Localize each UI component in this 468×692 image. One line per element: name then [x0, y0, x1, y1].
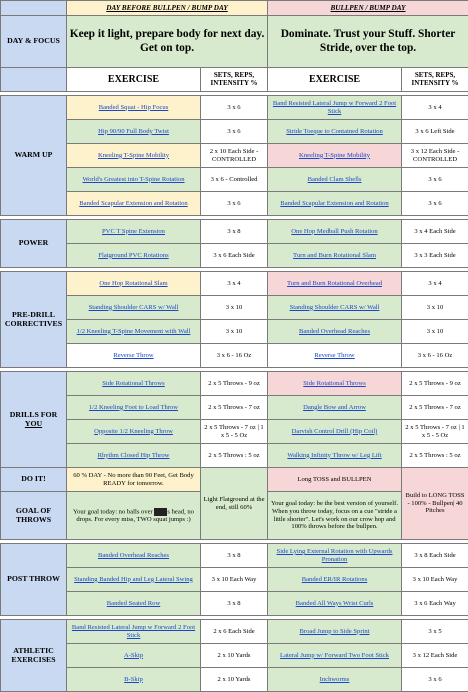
- right-sets-cell: 2 x 5 Throws : 5 oz: [402, 444, 468, 468]
- right-exercise-cell: [268, 372, 402, 396]
- do-it-right-text: Long TOSS and BULLPEN: [268, 468, 402, 492]
- exercise-link[interactable]: Banded Clam Shells: [308, 176, 362, 183]
- exercise-link[interactable]: Opposite 1/2 Kneeling Throw: [94, 428, 173, 435]
- exercise-link[interactable]: Broad Jump to Side Sprint: [300, 628, 370, 635]
- postthrow-row: [1, 544, 468, 568]
- left-focus-text: Keep it light, prepare body for next day. Get on top.: [67, 16, 268, 68]
- left-exercise-cell: [67, 620, 201, 644]
- exercise-link[interactable]: Side Rotational Throws: [303, 380, 366, 387]
- left-sets-cell: 3 x 8: [201, 544, 268, 568]
- right-sets-cell: 3 x 10: [402, 320, 468, 344]
- warmup-row: [1, 120, 468, 144]
- left-exercise-cell: [67, 320, 201, 344]
- right-sets-cell: 3 x 6 - 16 Oz: [402, 344, 468, 368]
- right-exercise-cell: [268, 444, 402, 468]
- exercise-link[interactable]: Banded Seated Row: [107, 600, 160, 607]
- right-exercise-cell: [268, 644, 402, 668]
- drills-row: [1, 420, 468, 444]
- exercise-link[interactable]: Darvish Control Drill (Hip Coil): [292, 428, 378, 435]
- left-exercise-cell: [67, 96, 201, 120]
- exercise-link[interactable]: Inchworms: [320, 676, 350, 683]
- right-sets-cell: 3 x 8 Each Side: [402, 544, 468, 568]
- left-sets-cell: 3 x 8: [201, 592, 268, 616]
- left-exercise-cell: [67, 244, 201, 268]
- athletic-row: [1, 644, 468, 668]
- left-sets-cell: 3 x 10: [201, 320, 268, 344]
- exercise-link[interactable]: Banded Overhead Reaches: [299, 328, 370, 335]
- exercise-link[interactable]: Side Lying External Rotation with Upwards Pronation: [277, 548, 393, 563]
- left-exercise-cell: [67, 296, 201, 320]
- warmup-row: [1, 168, 468, 192]
- goal-right-text: Your goal today: be the best version of yourself. When you throw today, focus on a cue "stride a little shorter". Let's work on our crow hop and 100% throws before the bullpen.: [268, 492, 402, 540]
- left-sets-cell: 2 x 5 Throws - 7 oz | 1 x 5 - 5 Oz: [201, 420, 268, 444]
- exercise-link[interactable]: Banded Squat - Hip Focus: [99, 104, 169, 111]
- exercise-link[interactable]: One Hop Rotational Slam: [99, 280, 167, 287]
- right-sets-cell: 2 x 5 Throws - 7 oz: [402, 396, 468, 420]
- right-sets-cell: 2 x 5 Throws - 9 oz: [402, 372, 468, 396]
- exercise-link[interactable]: Band Resisted Lateral Jump w Forward 2 Foot Stick: [72, 624, 195, 639]
- left-sets-cell: 2 x 5 Throws - 7 oz: [201, 396, 268, 420]
- left-exercise-cell: [67, 220, 201, 244]
- exercise-link[interactable]: Standing Shoulder CARS w/ Wall: [89, 304, 179, 311]
- exercise-link[interactable]: Banded ER/IR Rotations: [302, 576, 368, 583]
- drills-section-label: [1, 372, 67, 468]
- right-exercise-cell: [268, 620, 402, 644]
- drills-label-line: DRILLS FOR: [3, 411, 64, 420]
- athletic-section-label: ATHLETIC EXERCISES: [1, 620, 67, 692]
- power-section-label: POWER: [1, 220, 67, 268]
- drills-row: [1, 396, 468, 420]
- redaction-box: [154, 508, 167, 516]
- right-sets-cell: 2 x 5 Throws - 7 oz | 1 x 5 - 5 Oz: [402, 420, 468, 444]
- exercise-link[interactable]: Dangle Bow and Arrow: [303, 404, 366, 411]
- right-sets-cell: 3 x 10 Each Way: [402, 568, 468, 592]
- left-day-header: DAY BEFORE BULLPEN / BUMP DAY: [67, 1, 268, 16]
- right-sets-cell: 3 x 6 Left Side: [402, 120, 468, 144]
- left-exercise-cell: [67, 668, 201, 692]
- warmup-section-label: WARM UP: [1, 96, 67, 216]
- right-sets-cell: 3 x 6 Each Way: [402, 592, 468, 616]
- do-it-left-text: 60 % DAY - No more than 90 Feet, Get Body READY for tomorrow.: [67, 468, 201, 492]
- exercise-link[interactable]: Side Rotational Throws: [102, 380, 165, 387]
- left-sets-cell: 2 x 6 Each Side: [201, 620, 268, 644]
- predrill-section-label: PRE-DRILL CORRECTIVES: [1, 272, 67, 368]
- exercise-link[interactable]: One Hop Medball Push Rotation: [291, 228, 377, 235]
- right-focus-text: Dominate. Trust your Stuff. Shorter Stride, over the top.: [268, 16, 468, 68]
- exercise-link[interactable]: Walking Infinity Throw w/ Leg Lift: [287, 452, 381, 459]
- postthrow-section-label: POST THROW: [1, 544, 67, 616]
- right-sets-cell: 3 x 12 Each Side - CONTROLLED: [402, 144, 468, 168]
- right-sets-cell: 3 x 6: [402, 192, 468, 216]
- exercise-link[interactable]: A-Skip: [124, 652, 143, 659]
- drills-label-you: YOU: [25, 419, 42, 428]
- exercise-link[interactable]: Standing Banded Hip and Leg Lateral Swing: [74, 576, 193, 583]
- left-exercise-cell: [67, 120, 201, 144]
- left-exercise-cell: [67, 168, 201, 192]
- right-exercise-cell: [268, 544, 402, 568]
- right-exercise-cell: [268, 296, 402, 320]
- day-focus-label: DAY & FOCUS: [1, 16, 67, 68]
- goal-of-throws-label: GOAL OF THROWS: [1, 492, 67, 540]
- predrill-row: [1, 296, 468, 320]
- right-exercise-cell: [268, 244, 402, 268]
- left-exercise-cell: [67, 644, 201, 668]
- exercise-link[interactable]: 1/2 Kneeling T-Spine Movement with Wall: [77, 328, 191, 335]
- exercise-link[interactable]: Banded Overhead Reaches: [98, 552, 169, 559]
- exercise-link[interactable]: Turn and Burn Rotational Overhead: [287, 280, 382, 287]
- exercise-link[interactable]: Standing Shoulder CARS w/ Wall: [290, 304, 380, 311]
- right-exercise-cell: [268, 220, 402, 244]
- left-sets-cell: 3 x 6: [201, 192, 268, 216]
- right-sets-cell: 3 x 4 Each Side: [402, 220, 468, 244]
- left-exercise-cell: [67, 592, 201, 616]
- exercise-link[interactable]: Banded All Ways Wrist Curls: [296, 600, 374, 607]
- exercise-link[interactable]: Stride Toeque to Contained Rotation: [286, 128, 382, 135]
- exercise-link[interactable]: Reverse Throw: [314, 352, 354, 359]
- power-row: [1, 220, 468, 244]
- right-exercise-cell: [268, 96, 402, 120]
- exercise-link[interactable]: Lateral Jump w/ Forward Two Foot Stick: [280, 652, 389, 659]
- right-sets-cell: 3 x 10: [402, 296, 468, 320]
- left-sets-cell: 3 x 6 Each Side: [201, 244, 268, 268]
- corner-cell: [1, 1, 67, 16]
- exercise-link[interactable]: Flatground PVC Rotations: [98, 252, 168, 259]
- left-sets-cell: 3 x 6 - 16 Oz: [201, 344, 268, 368]
- postthrow-row: [1, 592, 468, 616]
- drills-row: [1, 372, 468, 396]
- goal-left-text: [67, 492, 201, 540]
- warmup-row: [1, 192, 468, 216]
- left-sets-cell: 3 x 6: [201, 120, 268, 144]
- exercise-link[interactable]: Banded Scapular Extension and Rotation: [280, 200, 388, 207]
- left-exercise-cell: [67, 396, 201, 420]
- right-day-header: BULLPEN / BUMP DAY: [268, 1, 468, 16]
- exercise-link[interactable]: Kneeling T-Spine Mobility: [299, 152, 370, 159]
- warmup-row: [1, 96, 468, 120]
- left-exercise-cell: [67, 568, 201, 592]
- postthrow-row: [1, 568, 468, 592]
- exercise-link[interactable]: B-Skip: [124, 676, 143, 683]
- left-sets-header: SETS, REPS, INTENSITY %: [201, 68, 268, 92]
- do-it-left-side: Light Flatground at the end, still 60%: [201, 468, 268, 540]
- do-it-right-side: Build to LONG TOSS - 100% - Bullpen| 40 Pitches: [402, 468, 468, 540]
- goal-left-text-a: Your goal today: no balls over: [73, 508, 153, 515]
- right-exercise-cell: [268, 396, 402, 420]
- exercise-link[interactable]: Kneeling T-Spine Mobility: [98, 152, 169, 159]
- right-sets-cell: 3 x 4: [402, 272, 468, 296]
- exercise-link[interactable]: Hip 90/90 Full Body Twist: [98, 128, 169, 135]
- warmup-row: [1, 144, 468, 168]
- exercise-link[interactable]: Banded Scapular Extension and Rotation: [79, 200, 187, 207]
- exercise-link[interactable]: Turn and Burn Rotational Slam: [293, 252, 376, 259]
- left-exercise-cell: [67, 192, 201, 216]
- right-sets-cell: 3 x 4: [402, 96, 468, 120]
- right-exercise-header: EXERCISE: [268, 68, 402, 92]
- left-exercise-cell: [67, 372, 201, 396]
- right-sets-cell: 3 x 6: [402, 668, 468, 692]
- left-sets-cell: 3 x 10 Each Way: [201, 568, 268, 592]
- drills-row: [1, 444, 468, 468]
- athletic-row: [1, 620, 468, 644]
- exercise-link[interactable]: World's Greatest into T-Spine Rotation: [82, 176, 184, 183]
- power-row: [1, 244, 468, 268]
- left-exercise-cell: [67, 420, 201, 444]
- right-exercise-cell: [268, 168, 402, 192]
- right-exercise-cell: [268, 192, 402, 216]
- left-sets-cell: 3 x 4: [201, 272, 268, 296]
- exercise-link[interactable]: 1/2 Kneeling Foot to Load Throw: [89, 404, 178, 411]
- right-exercise-cell: [268, 568, 402, 592]
- column-header-spacer: [1, 68, 67, 92]
- left-exercise-cell: [67, 444, 201, 468]
- left-sets-cell: 3 x 6: [201, 96, 268, 120]
- right-exercise-cell: [268, 144, 402, 168]
- left-exercise-cell: [67, 272, 201, 296]
- left-exercise-cell: [67, 544, 201, 568]
- right-exercise-cell: [268, 272, 402, 296]
- left-sets-cell: 2 x 10 Yards: [201, 644, 268, 668]
- right-sets-cell: 3 x 5: [402, 620, 468, 644]
- right-sets-header: SETS, REPS, INTENSITY %: [402, 68, 468, 92]
- left-sets-cell: 3 x 10: [201, 296, 268, 320]
- left-exercise-cell: [67, 344, 201, 368]
- left-sets-cell: 3 x 8: [201, 220, 268, 244]
- right-exercise-cell: [268, 120, 402, 144]
- right-sets-cell: 3 x 6: [402, 168, 468, 192]
- right-sets-cell: 3 x 12 Each Side: [402, 644, 468, 668]
- exercise-link[interactable]: PVC T Spine Extension: [102, 228, 165, 235]
- left-exercise-header: EXERCISE: [67, 68, 201, 92]
- exercise-link[interactable]: Reverse Throw: [113, 352, 153, 359]
- left-sets-cell: 3 x 6 - Controlled: [201, 168, 268, 192]
- exercise-link[interactable]: Band Resisted Lateral Jump w Forward 2 Foot Stick: [273, 100, 396, 115]
- right-exercise-cell: [268, 344, 402, 368]
- athletic-row: [1, 668, 468, 692]
- right-exercise-cell: [268, 320, 402, 344]
- right-exercise-cell: [268, 420, 402, 444]
- right-exercise-cell: [268, 592, 402, 616]
- right-exercise-cell: [268, 668, 402, 692]
- do-it-label: DO IT!: [1, 468, 67, 492]
- left-sets-cell: 2 x 5 Throws - 9 oz: [201, 372, 268, 396]
- goal-left-text-b: s head, no drops. For every miss, TWO squat jumps :): [76, 508, 194, 523]
- left-sets-cell: 2 x 5 Throws : 5 oz: [201, 444, 268, 468]
- left-exercise-cell: [67, 144, 201, 168]
- left-sets-cell: 2 x 10 Yards: [201, 668, 268, 692]
- predrill-row: [1, 344, 468, 368]
- right-sets-cell: 3 x 3 Each Side: [402, 244, 468, 268]
- predrill-row: [1, 320, 468, 344]
- exercise-link[interactable]: Rhythm Closed Hip Throw: [98, 452, 170, 459]
- predrill-row: [1, 272, 468, 296]
- left-sets-cell: 2 x 10 Each Side - CONTROLLED: [201, 144, 268, 168]
